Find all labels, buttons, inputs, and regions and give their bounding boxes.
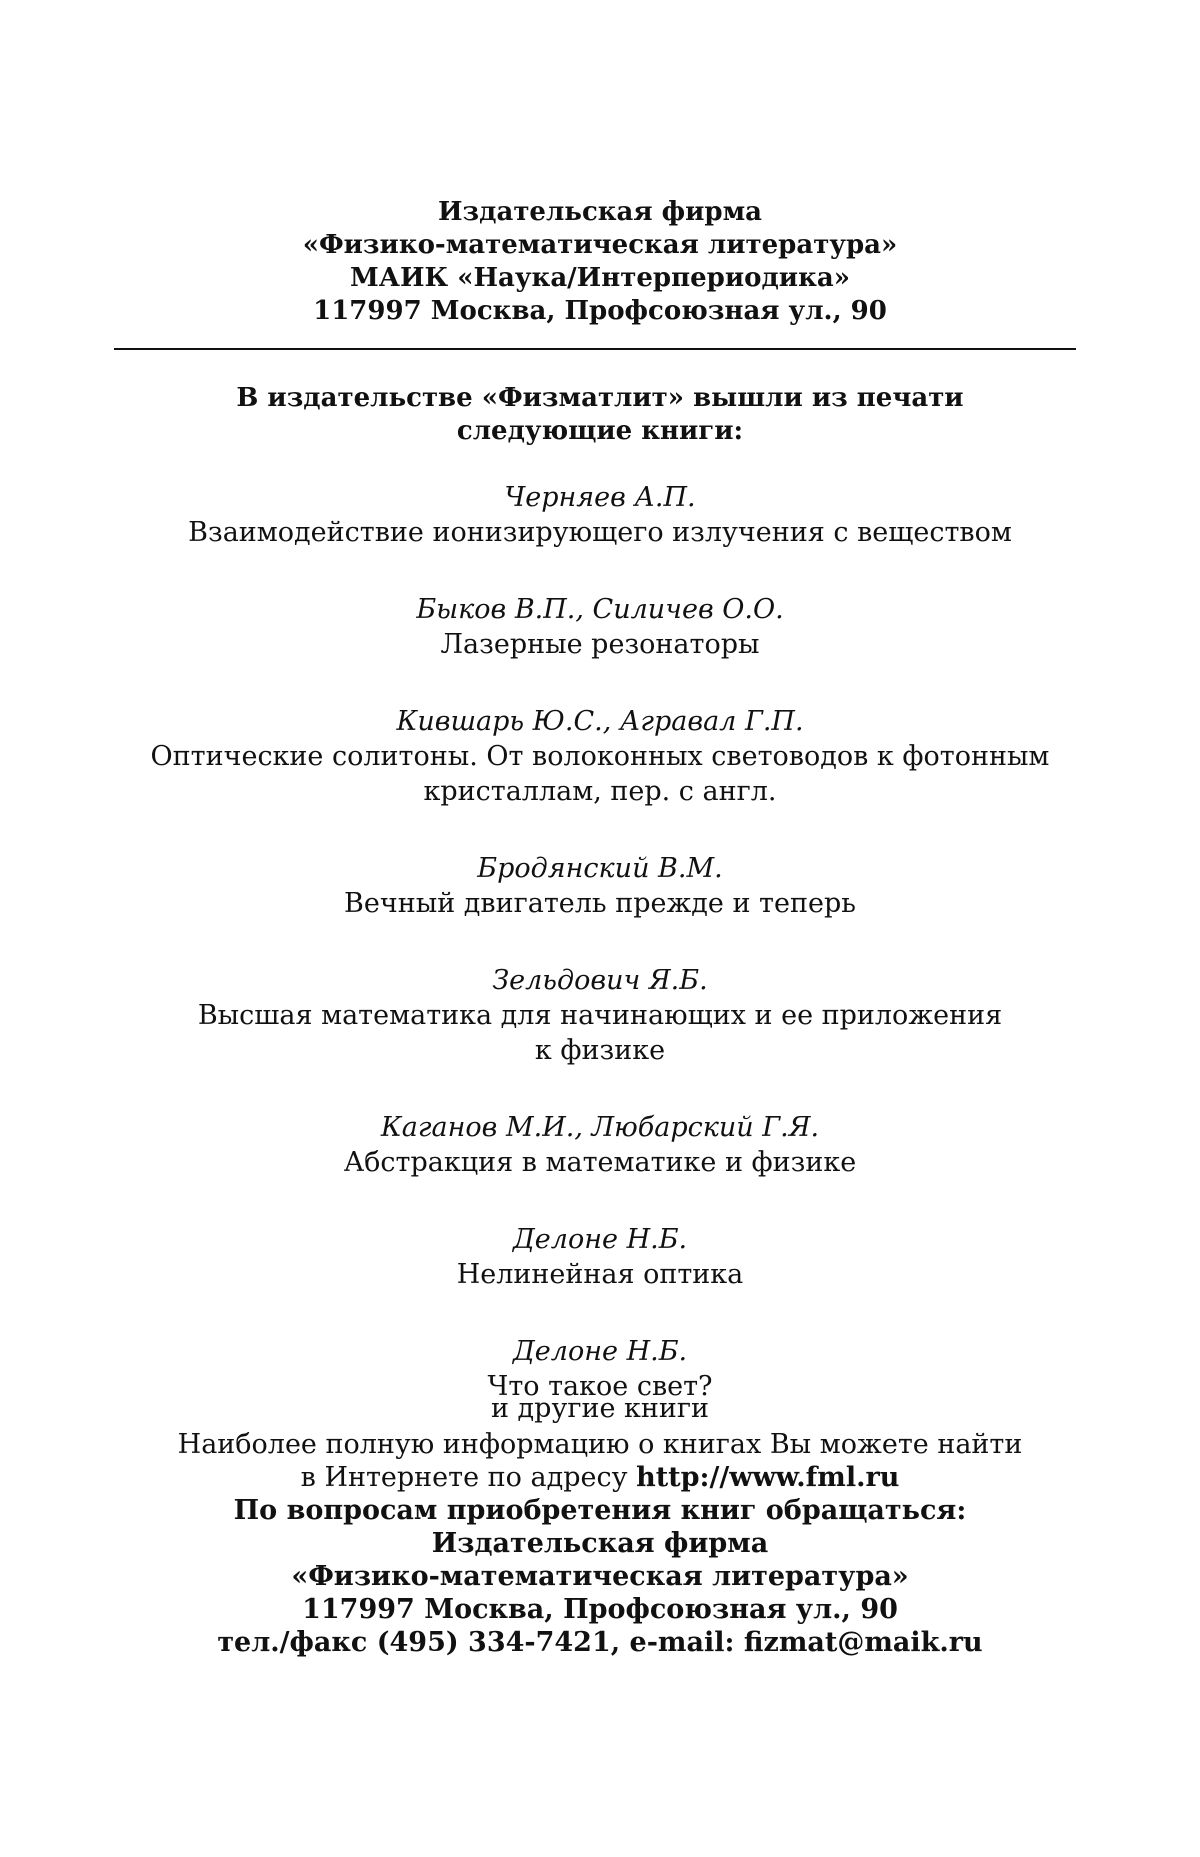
book-author: Каганов М.И., Любарский Г.Я. [380,1112,820,1143]
intro-line: следующие книги: [456,416,744,446]
book-title: Оптические солитоны. От волоконных световодов к фотонным [150,741,1050,772]
book-author: Зельдович Я.Б. [492,965,708,996]
book-entry [0,592,1200,662]
info-prefix: в Интернете по адресу [300,1462,628,1493]
book-title: к физике [534,1035,666,1066]
divider [114,348,1076,350]
header-line: «Физико-математическая литература» [302,230,898,260]
book-author: Бродянский В.М. [477,853,723,884]
book-title: Высшая математика для начинающих и ее приложения [197,1000,1003,1031]
book-entry [0,851,1200,921]
closing-note: и другие книги [490,1393,710,1424]
header-line: Издательская фирма [437,197,763,227]
header-address: 117997 Москва, Профсоюзная ул., 90 [313,296,887,326]
intro-heading [0,382,1200,448]
book-entry [0,704,1200,809]
intro-line: В издательстве «Физматлит» вышли из печати [236,383,964,413]
book-list [0,480,1200,1404]
book-entry [0,1222,1200,1292]
book-author: Делоне Н.Б. [512,1224,688,1255]
orders-heading: По вопросам приобретения книг обращаться: [233,1495,967,1526]
book-title: Вечный двигатель прежде и теперь [344,888,856,919]
publisher-header [0,196,1200,328]
book-author: Черняев А.П. [504,482,696,513]
book-entry [0,480,1200,550]
header-line: МАИК «Наука/Интерпериодика» [350,263,850,293]
book-entry [0,963,1200,1068]
contact-footer [0,1428,1200,1659]
book-title: Взаимодействие ионизирующего излучения с веществом [188,517,1012,548]
book-entry [0,1110,1200,1180]
contact-details: тел./факс (495) 334-7421, e-mail: fizmat@maik.ru [217,1627,983,1658]
website-link[interactable]: http://www.fml.ru [636,1462,900,1493]
book-title: Нелинейная оптика [456,1259,744,1290]
book-title: Абстракция в математике и физике [343,1147,857,1178]
book-author: Кившарь Ю.С., Агравал Г.П. [396,706,804,737]
publisher-name: Издательская фирма [431,1528,769,1559]
book-title: кристаллам, пер. с англ. [423,776,777,807]
publisher-name: «Физико-математическая литература» [291,1561,909,1592]
publisher-address: 117997 Москва, Профсоюзная ул., 90 [302,1594,898,1625]
book-title: Что такое свет? [487,1371,713,1402]
info-line [0,1461,1200,1494]
book-title: Лазерные резонаторы [440,629,760,660]
book-author: Быков В.П., Силичев О.О. [416,594,784,625]
book-author: Делоне Н.Б. [512,1336,688,1367]
info-line: Наиболее полную информацию о книгах Вы можете найти [177,1429,1023,1460]
